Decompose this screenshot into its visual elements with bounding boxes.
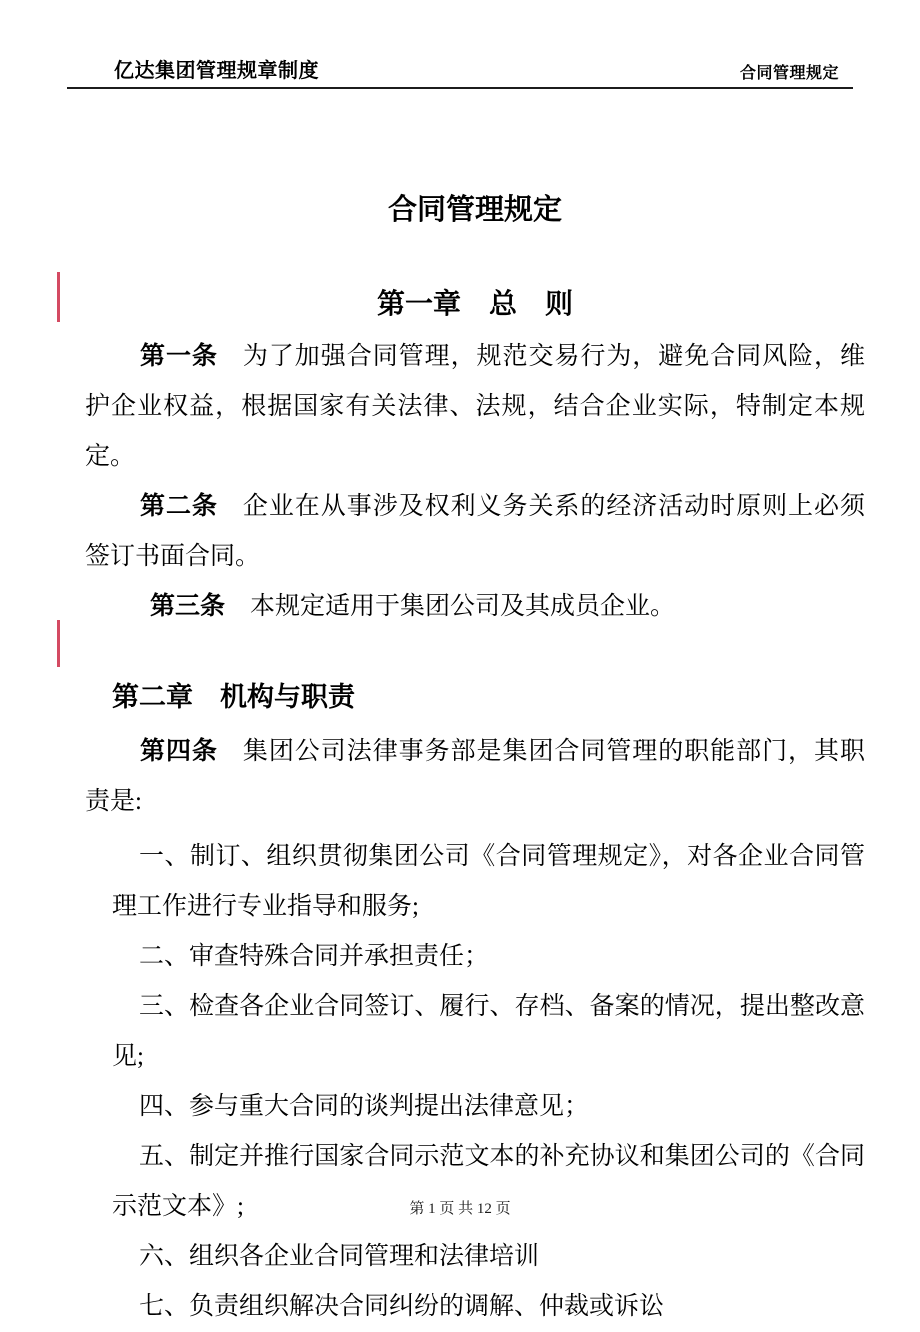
duty-item-4: 四、参与重大合同的谈判提出法律意见；	[139, 1093, 590, 1120]
article-1-label: 第一条	[140, 343, 218, 370]
page-header	[67, 0, 853, 89]
article-4	[85, 727, 865, 827]
duty-item-6: 六、组织各企业合同管理和法律培训	[139, 1243, 540, 1270]
article-2-text: 企业在从事涉及权利义务关系的经济活动时原则上必须签订书面合同。	[85, 493, 865, 570]
duty-item-5: 五、制定并推行国家合同示范文本的补充协议和集团公司的《合同示范文本》;	[112, 1143, 865, 1220]
duty-item-1: 一、制订、组织贯彻集团公司《合同管理规定》，对各企业合同管理工作进行专业指导和服务;	[112, 843, 865, 920]
chapter-2-heading: 第二章 机构与职责	[112, 682, 355, 712]
duty-item-7: 七、负责组织解决合同纠纷的调解、仲裁或诉讼	[139, 1293, 665, 1320]
duty-list	[85, 832, 865, 1332]
article-3-label: 第三条	[150, 593, 226, 620]
article-3-text: 本规定适用于集团公司及其成员企业。	[250, 593, 676, 620]
article-4-text: 集团公司法律事务部是集团合同管理的职能部门，其职责是:	[85, 738, 865, 815]
article-4-label: 第四条	[140, 738, 218, 765]
header-left-title: 亿达集团管理规章制度	[114, 60, 319, 82]
header-right-title: 合同管理规定	[739, 65, 839, 82]
document-title: 合同管理规定	[387, 194, 562, 226]
article-3	[85, 582, 865, 632]
duty-item-3: 三、检查各企业合同签订、履行、存档、备案的情况，提出整改意见;	[112, 993, 865, 1070]
document-body	[0, 89, 920, 1332]
duty-item-2: 二、审查特殊合同并承担责任；	[139, 943, 490, 970]
page-footer: 第 1 页 共 12 页	[409, 1201, 511, 1217]
article-2-label: 第二条	[140, 493, 218, 520]
chapter-1-heading: 第一章 总 则	[376, 289, 573, 320]
article-1	[85, 332, 865, 482]
article-2	[85, 482, 865, 582]
article-1-text: 为了加强合同管理，规范交易行为，避免合同风险，维护企业权益，根据国家有关法律、法规，结合企业实际，特制定本规定。	[85, 343, 865, 470]
